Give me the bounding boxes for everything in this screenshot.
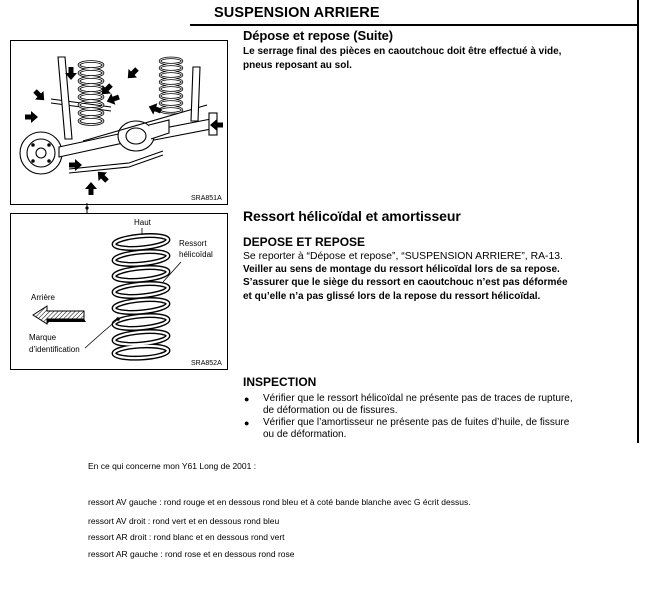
suspension-diagram (11, 41, 229, 206)
notes-item: ressort AR gauche : rond rose et en dessous rond rose (88, 549, 295, 559)
label-rear: Arrière (31, 293, 56, 302)
arrow-icon (25, 111, 38, 123)
coil-spring (114, 234, 169, 360)
notes-item: ressort AV droit : rond vert et en dessous rond bleu (88, 516, 280, 526)
notes-intro: En ce qui concerne mon Y61 Long de 2001 : (88, 461, 257, 471)
bullet-icon: ● (244, 418, 250, 428)
label-mark: Marque (29, 333, 57, 342)
depose-line: Le serrage final des pièces en caoutchouc doit être effectué à vide, (243, 46, 562, 57)
notes-item: ressort AR droit : rond blanc et en dessous rond vert (88, 532, 285, 542)
warning-line: Veiller au sens de montage du ressort hélicoïdal lors de sa repose. (243, 264, 560, 275)
section-title-ressort: Ressort hélicoïdal et amortisseur (243, 208, 461, 224)
coil-spring-left (79, 62, 103, 125)
depose-line: pneus reposant au sol. (243, 60, 352, 71)
bullet-icon: ● (244, 394, 250, 404)
page-title: SUSPENSION ARRIERE (214, 5, 380, 21)
inspection-bullet-line: de déformation ou de fissures. (263, 405, 398, 416)
warning-line: S’assurer que le siège du ressort en caoutchouc n’est pas déformée (243, 277, 568, 288)
label-spring: hélicoïdal (179, 250, 213, 259)
page-right-rule (637, 0, 639, 443)
notes-item: ressort AV gauche : rond rouge et en dessous rond bleu et à coté bande blanche avec G écrit dessus. (88, 497, 471, 507)
rear-direction-arrow-icon (33, 306, 86, 324)
arrow-icon (124, 65, 142, 83)
inspection-bullet-line: Vérifier que le ressort hélicoïdal ne présente pas de traces de rupture, (263, 393, 573, 404)
figure-suspension (10, 40, 228, 205)
figure-code: SRA852A (191, 360, 222, 367)
identification-mark-dot (116, 317, 120, 321)
inspection-bullet-line: Vérifier que l’amortisseur ne présente pas de fuites d’huile, de fissure (263, 417, 570, 428)
arrow-icon (31, 87, 49, 105)
brake-drum (20, 132, 62, 174)
label-top: Haut (134, 218, 151, 227)
figure-coil-spring (10, 213, 228, 370)
arrow-icon (85, 182, 97, 195)
inspection-title: INSPECTION (243, 375, 317, 389)
warning-line: et qu’elle n’a pas glissé lors de la repose du ressort hélicoïdal. (243, 291, 541, 302)
inspection-bullet-line: ou de déformation. (263, 429, 347, 440)
section-title-depose: Dépose et repose (Suite) (243, 28, 394, 43)
section-subtitle: DEPOSE ET REPOSE (243, 235, 366, 249)
figure-code: SRA851A (191, 195, 222, 202)
coil-spring-right (160, 58, 182, 113)
label-mark: d’identification (29, 345, 80, 354)
label-spring: Ressort (179, 239, 207, 248)
reference-text: Se reporter à “Dépose et repose”, “SUSPENSION ARRIERE”, RA-13. (243, 251, 563, 262)
header-rule (190, 24, 638, 26)
